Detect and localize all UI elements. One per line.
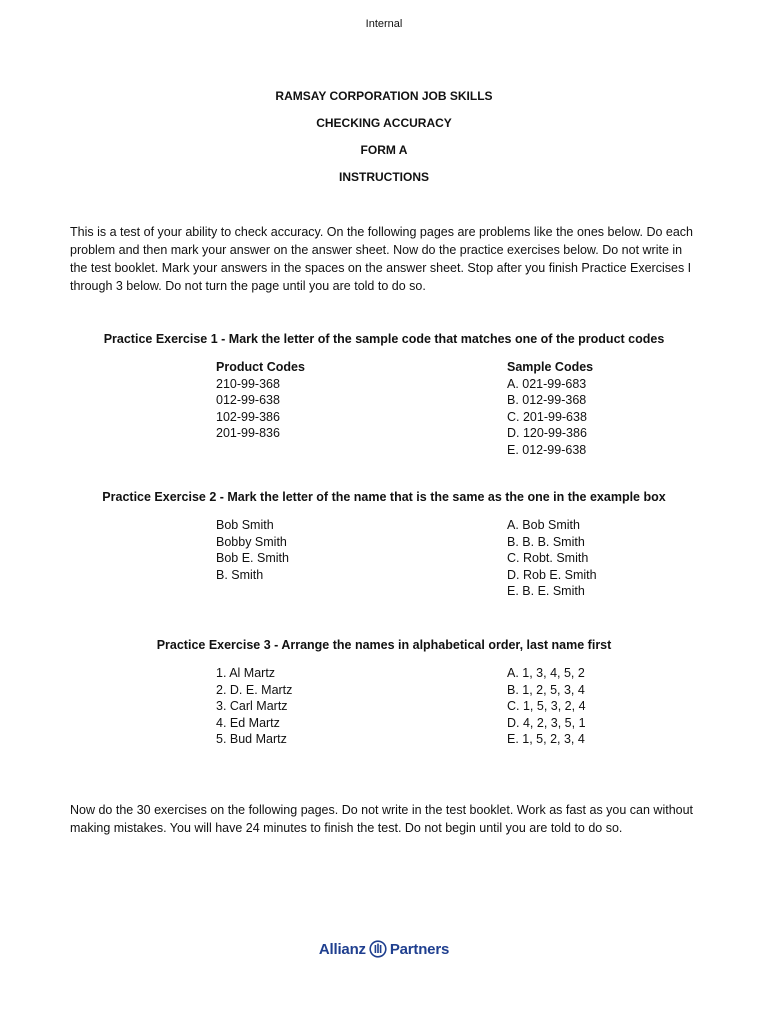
- list-item: E. 1, 5, 2, 3, 4: [507, 732, 585, 746]
- logo-text-right: Partners: [389, 940, 450, 958]
- list-item: B. 012-99-368: [507, 393, 587, 407]
- title-test: CHECKING ACCURACY: [316, 116, 452, 130]
- list-item: E. B. E. Smith: [507, 584, 585, 598]
- list-item: A. Bob Smith: [507, 518, 580, 532]
- exercise2-heading: Practice Exercise 2 - Mark the letter of the name that is the same as the one in the example box: [102, 490, 666, 504]
- list-item: B. Smith: [216, 567, 264, 582]
- intro-paragraph: This is a test of your ability to check accuracy. On the following pages are problems like the ones below. Do each problem and then mark your answer on the answer sheet. Now do the practice exercises below. Do not write in the test booklet. Mark your answers in the spaces on the answer sheet. Stop after you finish Practice Exercises I through 3 below. Do not turn the page until you are told to do so.: [70, 225, 694, 293]
- list-item: 3. Carl Martz: [216, 699, 288, 713]
- exercise1-left-header: Product Codes: [216, 360, 305, 374]
- exercise1-heading: Practice Exercise 1 - Mark the letter of the sample code that matches one of the product codes: [103, 332, 665, 346]
- classification-label: Internal: [365, 18, 403, 30]
- list-item: 210-99-368: [216, 376, 280, 391]
- list-item: 5. Bud Martz: [216, 732, 287, 746]
- exercise3-names: [216, 665, 292, 748]
- list-item: D. Rob E. Smith: [507, 567, 597, 582]
- list-item: 201-99-836: [216, 426, 280, 440]
- exercise2-example-names: [216, 517, 289, 583]
- list-item: C. Robt. Smith: [507, 551, 589, 565]
- list-item: Bob E. Smith: [216, 551, 289, 565]
- title-company: RAMSAY CORPORATION JOB SKILLS: [275, 89, 493, 103]
- list-item: E. 012-99-638: [507, 442, 587, 457]
- list-item: 1. Al Martz: [216, 666, 276, 680]
- logo-text-left: Allianz: [318, 940, 366, 958]
- list-item: A. 021-99-683: [507, 376, 587, 391]
- exercise3-options: [507, 665, 586, 748]
- list-item: 2. D. E. Martz: [216, 682, 293, 697]
- list-item: 102-99-386: [216, 409, 280, 424]
- list-item: 012-99-638: [216, 393, 280, 407]
- exercise1-product-codes: [216, 359, 305, 442]
- title-form: FORM A: [360, 143, 408, 157]
- exercise1-sample-codes: [507, 359, 593, 458]
- list-item: A. 1, 3, 4, 5, 2: [507, 666, 585, 680]
- list-item: B. 1, 2, 5, 3, 4: [507, 682, 585, 697]
- exercise2-options: [507, 517, 597, 600]
- allianz-partners-logo: [0, 940, 768, 958]
- list-item: C. 201-99-638: [507, 409, 587, 424]
- exercise1-right-header: Sample Codes: [507, 360, 594, 374]
- title-instructions: INSTRUCTIONS: [339, 170, 429, 184]
- list-item: D. 120-99-386: [507, 426, 587, 440]
- list-item: D. 4, 2, 3, 5, 1: [507, 715, 586, 730]
- list-item: 4. Ed Martz: [216, 715, 280, 730]
- exercise3-heading: Practice Exercise 3 - Arrange the names in alphabetical order, last name first: [156, 638, 612, 652]
- allianz-eagle-icon: [369, 940, 387, 958]
- list-item: C. 1, 5, 3, 2, 4: [507, 699, 586, 713]
- title-block: [0, 88, 768, 196]
- outro-paragraph: Now do the 30 exercises on the following pages. Do not write in the test booklet. Work as fast as you can without making mistakes. You will have 24 minutes to finish the test. Do not begin until you are told to do so.: [70, 803, 694, 835]
- list-item: Bob Smith: [216, 518, 274, 532]
- list-item: B. B. B. Smith: [507, 534, 585, 549]
- list-item: Bobby Smith: [216, 534, 287, 549]
